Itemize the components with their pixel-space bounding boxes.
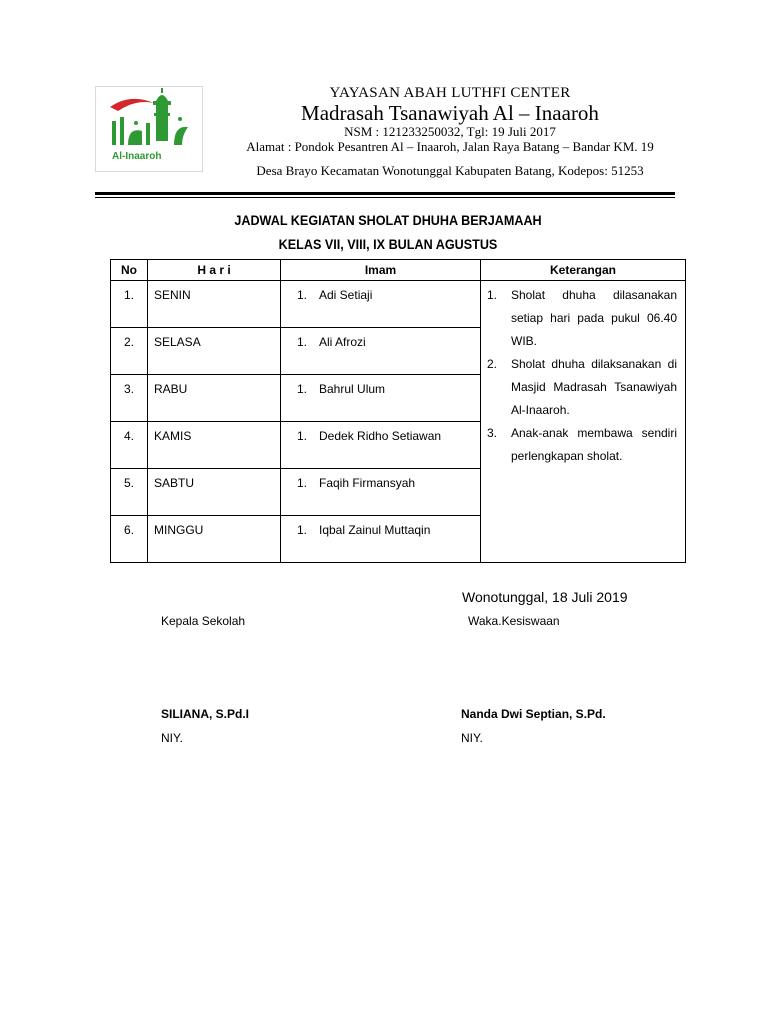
imam-number: 1.	[296, 288, 307, 302]
header-imam: Imam	[281, 260, 481, 281]
row-imam	[281, 375, 481, 422]
foundation-name: YAYASAN ABAH LUTHFI CENTER	[329, 85, 571, 101]
row-no: 2.	[111, 328, 148, 375]
signing-date: Wonotunggal, 18 Juli 2019	[462, 589, 628, 605]
vice-principal-role: Waka.Kesiswaan	[468, 614, 560, 628]
vice-principal-name: Nanda Dwi Septian, S.Pd.	[461, 707, 606, 721]
row-hari: MINGGU	[148, 516, 281, 563]
keterangan-item	[487, 422, 677, 468]
header-rule-thin	[95, 197, 675, 198]
logo-caption: Al-Inaaroh	[112, 151, 162, 162]
row-no: 3.	[111, 375, 148, 422]
address-line-2: Desa Brayo Kecamatan Wonotunggal Kabupaten Batang, Kodepos: 51253	[256, 163, 644, 178]
imam-number: 1.	[296, 335, 307, 349]
row-imam	[281, 328, 481, 375]
imam-number: 1.	[296, 382, 307, 396]
school-logo	[95, 86, 203, 172]
row-imam	[281, 281, 481, 328]
nsm-line: NSM : 121233250032, Tgl: 19 Juli 2017	[344, 124, 556, 139]
row-hari: SELASA	[148, 328, 281, 375]
row-hari: RABU	[148, 375, 281, 422]
row-imam	[281, 469, 481, 516]
principal-name: SILIANA, S.Pd.I	[161, 707, 250, 721]
imam-name: Ali Afrozi	[319, 335, 366, 349]
keterangan-number: 2.	[487, 357, 498, 371]
imam-number: 1.	[296, 429, 307, 443]
document-title: JADWAL KEGIATAN SHOLAT DHUHA BERJAMAAH	[234, 212, 542, 228]
row-hari: SABTU	[148, 469, 281, 516]
keterangan-cell	[481, 281, 686, 563]
row-no: 5.	[111, 469, 148, 516]
keterangan-number: 3.	[487, 426, 498, 440]
principal-role: Kepala Sekolah	[161, 614, 246, 628]
row-hari: KAMIS	[148, 422, 281, 469]
keterangan-text: Sholat dhuha dilaksanakan di Masjid Madrasah Tsanawiyah Al-Inaaroh.	[511, 357, 677, 417]
schedule-table	[110, 259, 686, 563]
imam-name: Faqih Firmansyah	[319, 476, 416, 490]
header-hari: H a r i	[148, 260, 281, 281]
keterangan-item	[487, 353, 677, 422]
address-line-1: Alamat : Pondok Pesantren Al – Inaaroh, Jalan Raya Batang – Bandar KM. 19	[246, 139, 654, 154]
table-row	[111, 281, 686, 328]
imam-number: 1.	[296, 523, 307, 537]
keterangan-text: Sholat dhuha dilasanakan setiap hari pada pukul 06.40 WIB.	[511, 288, 677, 348]
keterangan-number: 1.	[487, 288, 498, 302]
row-imam	[281, 516, 481, 563]
row-imam	[281, 422, 481, 469]
row-no: 4.	[111, 422, 148, 469]
imam-name: Iqbal Zainul Muttaqin	[319, 523, 431, 537]
header-keterangan: Keterangan	[481, 260, 686, 281]
keterangan-item	[487, 284, 677, 353]
keterangan-text: Anak-anak membawa sendiri perlengkapan sholat.	[511, 426, 677, 463]
imam-number: 1.	[296, 476, 307, 490]
imam-name: Bahrul Ulum	[319, 382, 386, 396]
document-subtitle: KELAS VII, VIII, IX BULAN AGUSTUS	[278, 236, 498, 252]
row-no: 6.	[111, 516, 148, 563]
school-name: Madrasah Tsanawiyah Al – Inaaroh	[301, 101, 599, 125]
row-no: 1.	[111, 281, 148, 328]
header-rule-thick	[95, 192, 675, 195]
table-header-row	[111, 260, 686, 281]
imam-name: Adi Setiaji	[319, 288, 373, 302]
header-no: No	[111, 260, 148, 281]
row-hari: SENIN	[148, 281, 281, 328]
principal-niy: NIY.	[161, 731, 183, 745]
vice-principal-niy: NIY.	[461, 731, 483, 745]
imam-name: Dedek Ridho Setiawan	[319, 429, 442, 443]
